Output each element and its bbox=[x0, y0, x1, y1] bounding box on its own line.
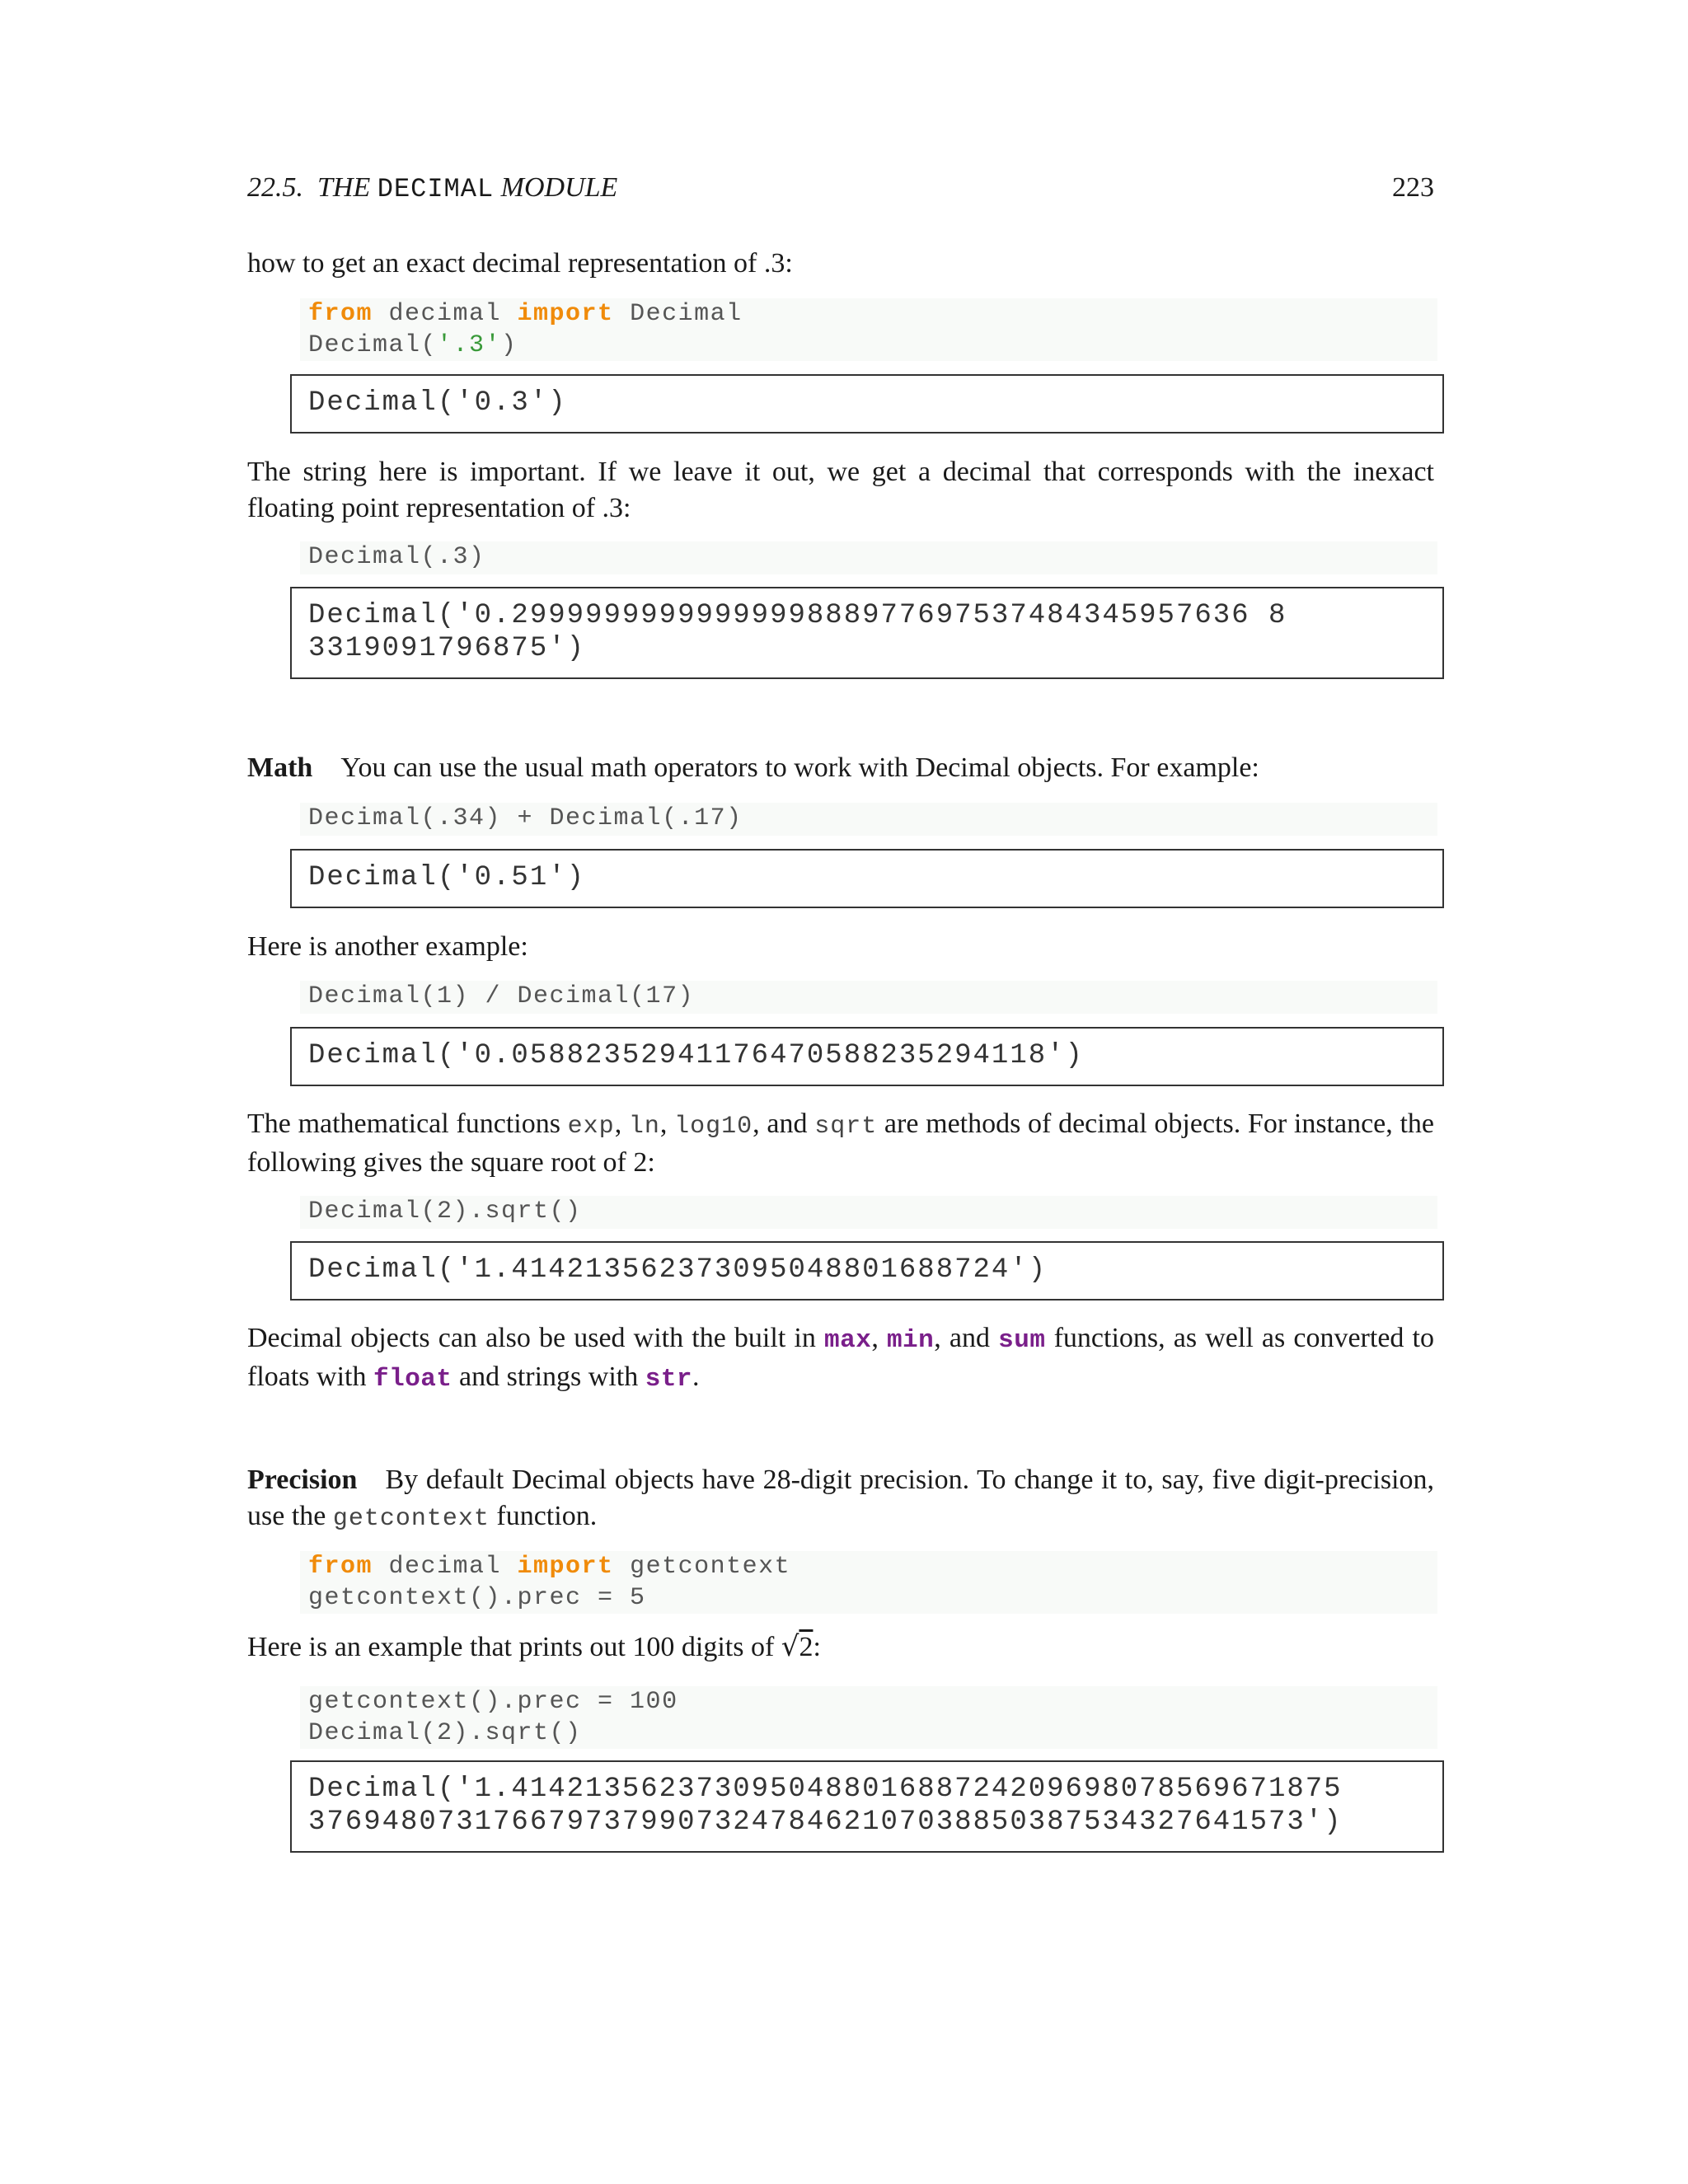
keyword-import: import bbox=[517, 300, 614, 328]
header-title-pre: THE bbox=[317, 172, 371, 203]
running-header bbox=[247, 170, 1434, 208]
code-block-import-decimal bbox=[300, 298, 1437, 361]
paragraph-math bbox=[247, 750, 1434, 786]
paragraph-text: The mathematical functions bbox=[247, 1108, 568, 1139]
builtin-sum: sum bbox=[998, 1326, 1046, 1355]
keyword-from: from bbox=[308, 300, 373, 328]
code-block-addition: Decimal(.34) + Decimal(.17) bbox=[300, 803, 1437, 836]
code-text: Decimal( bbox=[308, 331, 438, 359]
paragraph-text: Decimal objects can also be used with the built in bbox=[247, 1323, 824, 1353]
code-text: decimal bbox=[373, 300, 518, 328]
builtin-min: min bbox=[886, 1326, 935, 1355]
heading-precision: Precision bbox=[247, 1465, 358, 1495]
paragraph-text: , and bbox=[934, 1323, 999, 1353]
output-box-4: Decimal('0.05882352941176470588235294118') bbox=[290, 1027, 1444, 1086]
section-number: 22.5. bbox=[247, 172, 303, 203]
paragraph-text: . bbox=[692, 1361, 700, 1392]
inline-code-log10: log10 bbox=[674, 1113, 753, 1141]
builtin-max: max bbox=[824, 1326, 872, 1355]
paragraph-intro: how to get an exact decimal representation of .3: bbox=[247, 248, 793, 279]
paragraph-text: : bbox=[813, 1632, 821, 1662]
paragraph-text: You can use the usual math operators to work with Decimal objects. For example: bbox=[340, 752, 1259, 783]
builtin-float: float bbox=[373, 1365, 452, 1394]
page-number: 223 bbox=[1392, 172, 1434, 203]
code-text: getcontext().prec = 5 bbox=[308, 1584, 646, 1612]
header-title-post: MODULE bbox=[500, 172, 618, 203]
paragraph-text: , bbox=[659, 1108, 675, 1139]
paragraph-math-functions bbox=[247, 1106, 1434, 1181]
paragraph-text: are methods of decimal objects. For instance, the following gives the square root of 2: bbox=[247, 1108, 1435, 1178]
output-box-6: Decimal('1.414213562373095048801688724209698078569671875 376948073176679737990732478462107038850387534327641573') bbox=[290, 1760, 1444, 1853]
code-block-getcontext bbox=[300, 1551, 1437, 1614]
paragraph-builtins bbox=[247, 1320, 1434, 1398]
paragraph-text: Here is an example that prints out 100 digits of bbox=[247, 1632, 781, 1662]
inline-code-exp: exp bbox=[567, 1113, 615, 1141]
keyword-from: from bbox=[308, 1553, 373, 1581]
code-block-sqrt: Decimal(2).sqrt() bbox=[300, 1196, 1437, 1229]
paragraph-another-example: Here is another example: bbox=[247, 931, 528, 962]
heading-math: Math bbox=[247, 752, 313, 783]
code-block-decimal-float: Decimal(.3) bbox=[300, 541, 1437, 574]
output-box-1: Decimal('0.3') bbox=[290, 374, 1444, 434]
inline-code-getcontext: getcontext bbox=[332, 1505, 490, 1533]
builtin-str: str bbox=[645, 1365, 693, 1394]
radicand: 2 bbox=[799, 1632, 814, 1662]
output-box-2: Decimal('0.2999999999999999888977697537484345957636 8 3319091796875') bbox=[290, 587, 1444, 679]
header-title-mono: DECIMAL bbox=[377, 174, 495, 204]
inline-code-ln: ln bbox=[628, 1113, 660, 1141]
paragraph-string-important: The string here is important. If we leave it out, we get a decimal that corresponds with the inexact floating point representation of .3: bbox=[247, 457, 1434, 523]
paragraph-100-digits bbox=[247, 1629, 1434, 1666]
code-text: Decimal bbox=[613, 300, 743, 328]
inline-code-sqrt: sqrt bbox=[814, 1113, 878, 1141]
paragraph-precision bbox=[247, 1462, 1434, 1537]
paragraph-text: function. bbox=[489, 1501, 598, 1531]
code-text: ) bbox=[501, 331, 518, 359]
code-text: Decimal(2).sqrt() bbox=[308, 1719, 582, 1747]
code-text: getcontext bbox=[613, 1553, 791, 1581]
paragraph-text: By default Decimal objects have 28-digit precision. To change it to, say, five digit-precision, use the bbox=[247, 1465, 1434, 1531]
code-block-division: Decimal(1) / Decimal(17) bbox=[300, 981, 1437, 1014]
code-string: '.3' bbox=[437, 331, 502, 359]
radical-sign: √ bbox=[781, 1630, 799, 1663]
output-box-3: Decimal('0.51') bbox=[290, 849, 1444, 908]
code-text: decimal bbox=[373, 1553, 518, 1581]
code-text: getcontext().prec = 100 bbox=[308, 1688, 678, 1716]
keyword-import: import bbox=[517, 1553, 614, 1581]
paragraph-text: , and bbox=[753, 1108, 815, 1139]
paragraph-text: , bbox=[871, 1323, 887, 1353]
output-box-5: Decimal('1.414213562373095048801688724') bbox=[290, 1241, 1444, 1301]
paragraph-text: and strings with bbox=[452, 1361, 645, 1392]
code-block-prec-100 bbox=[300, 1686, 1437, 1749]
paragraph-text: , bbox=[614, 1108, 629, 1139]
paragraph-text: functions, as well as converted to floats with bbox=[247, 1323, 1434, 1392]
